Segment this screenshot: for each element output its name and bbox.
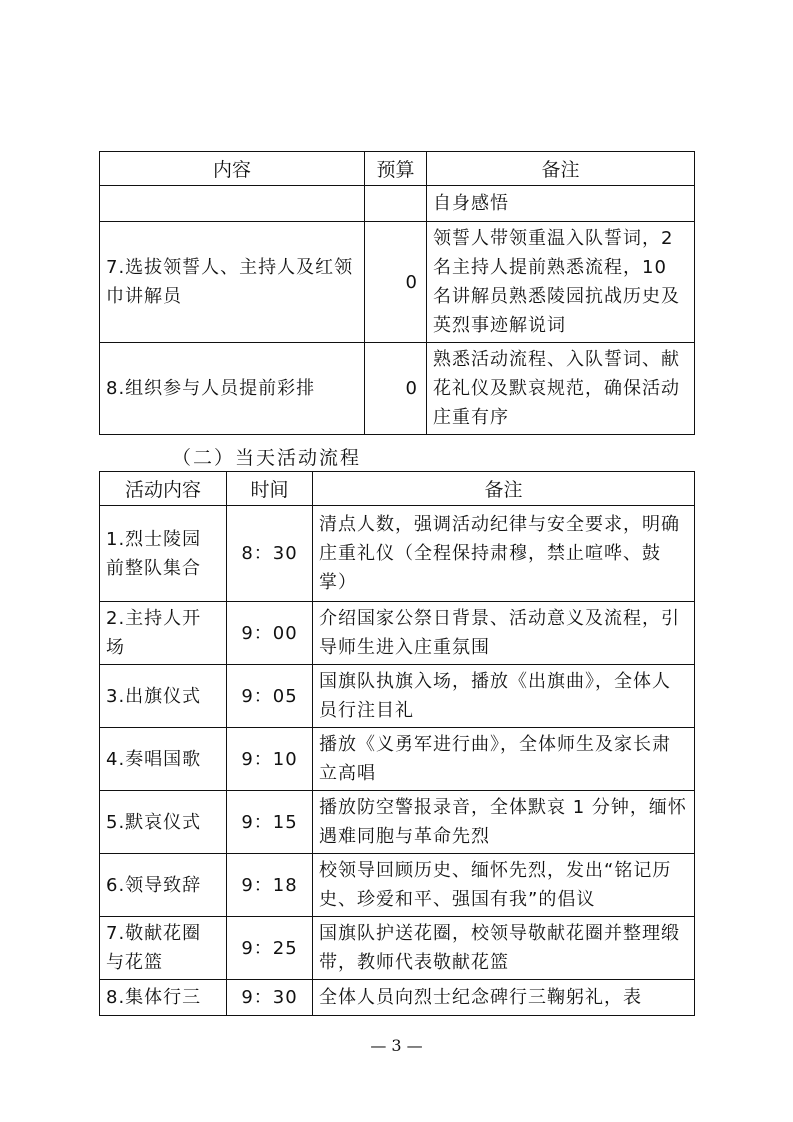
row-budget: 0 <box>365 343 427 435</box>
row-content: 7.选拔领誓人、主持人及红领巾讲解员 <box>100 222 365 343</box>
table-row <box>100 222 695 343</box>
row-note: 播放防空警报录音，全体默哀 1 分钟，缅怀遇难同胞与革命先烈 <box>313 791 695 854</box>
table-header-row <box>100 152 695 186</box>
row-content <box>100 186 365 222</box>
row-note: 介绍国家公祭日背景、活动意义及流程，引导师生进入庄重氛围 <box>313 602 695 665</box>
row-activity: 2.主持人开场 <box>100 602 227 665</box>
table-row <box>100 602 695 665</box>
table-row <box>100 506 695 602</box>
section-heading: （二）当天活动流程 <box>172 447 362 469</box>
header-content: 内容 <box>100 152 365 186</box>
row-activity: 4.奏唱国歌 <box>100 728 227 791</box>
header-note: 备注 <box>427 152 695 186</box>
row-time: 9：15 <box>227 791 313 854</box>
row-activity: 1.烈士陵园前整队集合 <box>100 506 227 602</box>
row-note: 国旗队执旗入场，播放《出旗曲》，全体人员行注目礼 <box>313 665 695 728</box>
row-activity: 6.领导致辞 <box>100 854 227 917</box>
table-row <box>100 854 695 917</box>
row-note: 国旗队护送花圈，校领导敬献花圈并整理缎带，教师代表敬献花篮 <box>313 917 695 980</box>
row-note: 播放《义勇军进行曲》，全体师生及家长肃立高唱 <box>313 728 695 791</box>
row-time: 9：10 <box>227 728 313 791</box>
row-time: 9：30 <box>227 980 313 1016</box>
schedule-table <box>99 471 695 1016</box>
row-time: 9：25 <box>227 917 313 980</box>
row-activity: 3.出旗仪式 <box>100 665 227 728</box>
budget-table <box>99 151 695 435</box>
row-time: 9：05 <box>227 665 313 728</box>
row-time: 8：30 <box>227 506 313 602</box>
row-activity: 5.默哀仪式 <box>100 791 227 854</box>
row-time: 9：00 <box>227 602 313 665</box>
row-activity: 8.集体行三 <box>100 980 227 1016</box>
row-note: 全体人员向烈士纪念碑行三鞠躬礼，表 <box>313 980 695 1016</box>
row-time: 9：18 <box>227 854 313 917</box>
header-activity: 活动内容 <box>100 472 227 506</box>
table-row <box>100 186 695 222</box>
row-budget: 0 <box>365 222 427 343</box>
row-note: 校领导回顾历史、缅怀先烈，发出“铭记历史、珍爱和平、强国有我”的倡议 <box>313 854 695 917</box>
table-header-row <box>100 472 695 506</box>
row-activity: 7.敬献花圈与花篮 <box>100 917 227 980</box>
table-row <box>100 791 695 854</box>
table-row <box>100 728 695 791</box>
table-row <box>100 917 695 980</box>
table-row <box>100 343 695 435</box>
row-content: 8.组织参与人员提前彩排 <box>100 343 365 435</box>
row-note: 自身感悟 <box>427 186 695 222</box>
row-note: 领誓人带领重温入队誓词，2 名主持人提前熟悉流程，10 名讲解员熟悉陵园抗战历史及英烈事迹解说词 <box>427 222 695 343</box>
row-budget <box>365 186 427 222</box>
row-note: 熟悉活动流程、入队誓词、献花礼仪及默哀规范，确保活动庄重有序 <box>427 343 695 435</box>
table-row <box>100 665 695 728</box>
header-budget: 预算 <box>365 152 427 186</box>
row-note: 清点人数，强调活动纪律与安全要求，明确庄重礼仪（全程保持肃穆，禁止喧哗、鼓掌） <box>313 506 695 602</box>
table-row <box>100 980 695 1016</box>
page-number: — 3 — <box>370 1036 423 1055</box>
header-note: 备注 <box>313 472 695 506</box>
header-time: 时间 <box>227 472 313 506</box>
